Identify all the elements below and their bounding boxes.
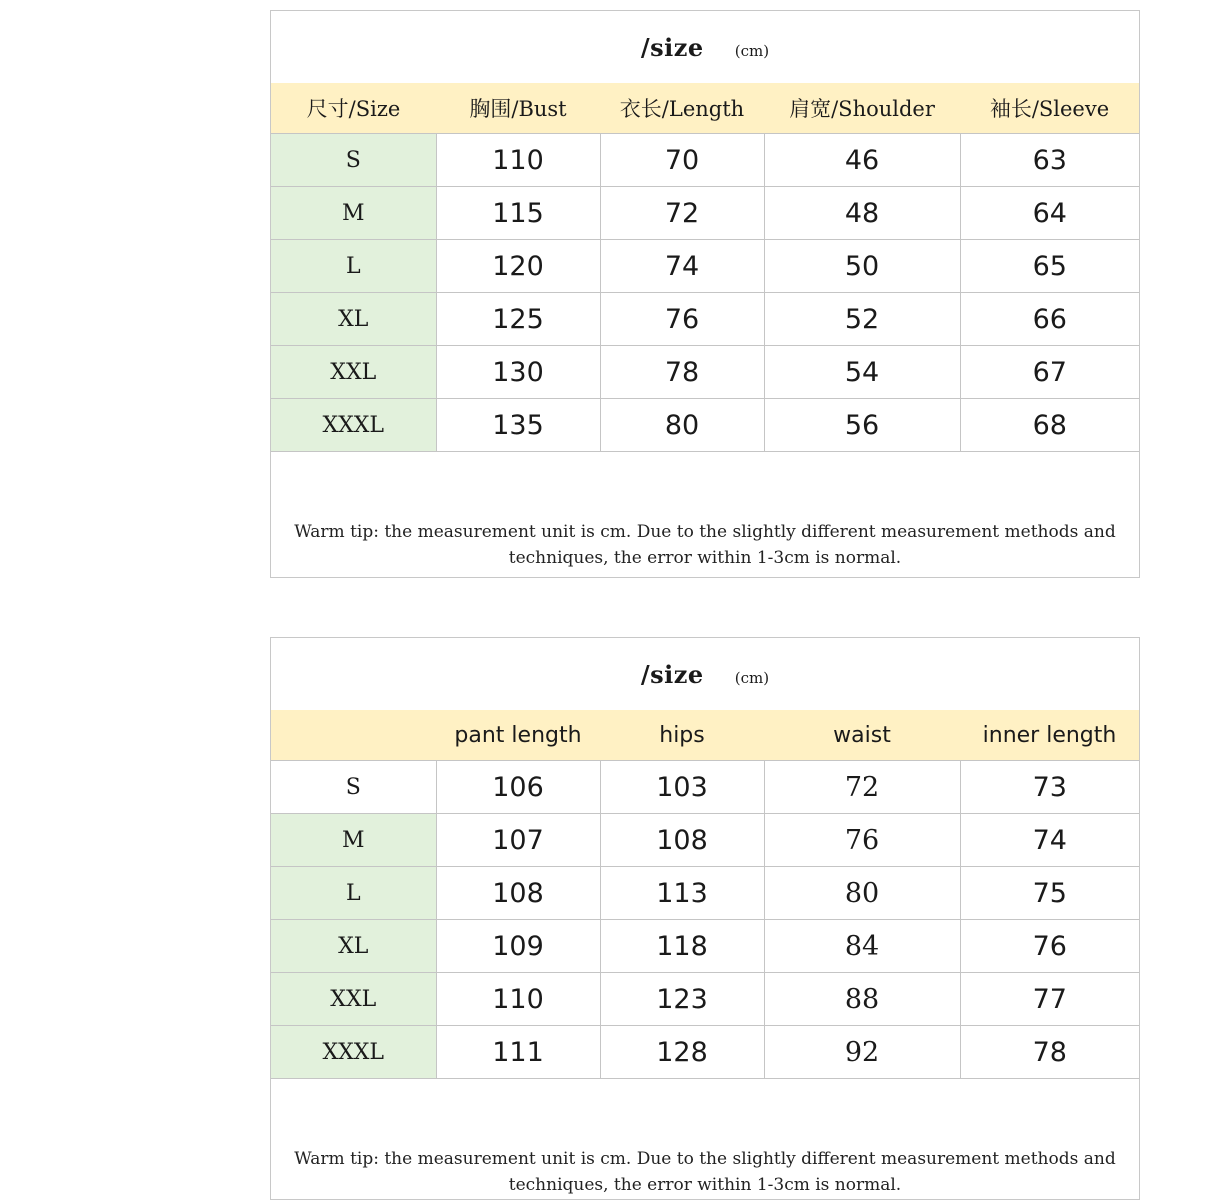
inner-length-value: 76 [960, 920, 1139, 973]
header-waist: waist [764, 710, 960, 761]
shoulder-value: 52 [764, 293, 960, 346]
table-row [271, 399, 1139, 452]
pant-length-value: 110 [436, 973, 600, 1026]
tip-line-1: Warm tip: the measurement unit is cm. Due to the slightly different measurement methods and [294, 522, 1116, 542]
hips-value: 103 [600, 761, 764, 814]
pant-length-value: 107 [436, 814, 600, 867]
measurement-tip [271, 1146, 1139, 1198]
header-sleeve: 袖长/Sleeve [960, 83, 1139, 134]
bust-value: 135 [436, 399, 600, 452]
bust-value: 120 [436, 240, 600, 293]
pant-length-value: 109 [436, 920, 600, 973]
hips-value: 113 [600, 867, 764, 920]
bottom-measurement-table [271, 710, 1139, 1079]
bottom-title-text: /size [640, 660, 704, 689]
table-row [271, 973, 1139, 1026]
length-value: 74 [600, 240, 764, 293]
sleeve-value: 64 [960, 187, 1139, 240]
size-label: L [271, 240, 436, 293]
hips-value: 128 [600, 1026, 764, 1079]
length-value: 70 [600, 134, 764, 187]
header-pant-length: pant length [436, 710, 600, 761]
table-row [271, 293, 1139, 346]
top-title-text: /size [640, 33, 704, 62]
waist-value: 72 [764, 761, 960, 814]
inner-length-value: 74 [960, 814, 1139, 867]
table-row [271, 1026, 1139, 1079]
hips-value: 123 [600, 973, 764, 1026]
inner-length-value: 73 [960, 761, 1139, 814]
top-size-chart [270, 10, 1140, 578]
table-row [271, 867, 1139, 920]
inner-length-value: 78 [960, 1026, 1139, 1079]
bust-value: 130 [436, 346, 600, 399]
waist-value: 76 [764, 814, 960, 867]
top-title-unit: (cm) [734, 42, 770, 60]
table-row [271, 187, 1139, 240]
table-row [271, 920, 1139, 973]
tip-line-2: techniques, the error within 1-3cm is normal. [508, 1175, 902, 1195]
top-chart-title [271, 33, 1139, 62]
inner-length-value: 75 [960, 867, 1139, 920]
header-inner-length: inner length [960, 710, 1139, 761]
size-label: L [271, 867, 436, 920]
waist-value: 80 [764, 867, 960, 920]
waist-value: 84 [764, 920, 960, 973]
length-value: 76 [600, 293, 764, 346]
measurement-tip [271, 519, 1139, 571]
pant-length-value: 111 [436, 1026, 600, 1079]
sleeve-value: 63 [960, 134, 1139, 187]
top-measurement-table [271, 83, 1139, 452]
header-length: 衣长/Length [600, 83, 764, 134]
hips-value: 108 [600, 814, 764, 867]
bust-value: 125 [436, 293, 600, 346]
bottom-title-unit: (cm) [734, 669, 770, 687]
shoulder-value: 48 [764, 187, 960, 240]
size-label: S [271, 134, 436, 187]
bottom-size-chart [270, 637, 1140, 1200]
size-label: XXL [271, 973, 436, 1026]
header-shoulder: 肩宽/Shoulder [764, 83, 960, 134]
size-label: M [271, 187, 436, 240]
length-value: 80 [600, 399, 764, 452]
bust-value: 110 [436, 134, 600, 187]
table-row [271, 240, 1139, 293]
shoulder-value: 56 [764, 399, 960, 452]
hips-value: 118 [600, 920, 764, 973]
table-row [271, 134, 1139, 187]
shoulder-value: 50 [764, 240, 960, 293]
table-row [271, 761, 1139, 814]
length-value: 72 [600, 187, 764, 240]
tip-line-1: Warm tip: the measurement unit is cm. Due to the slightly different measurement methods and [294, 1149, 1116, 1169]
table-row [271, 346, 1139, 399]
size-label: XL [271, 293, 436, 346]
table-row [271, 814, 1139, 867]
size-label: XL [271, 920, 436, 973]
top-header-row [271, 83, 1139, 134]
header-size-empty [271, 710, 436, 761]
pant-length-value: 108 [436, 867, 600, 920]
sleeve-value: 68 [960, 399, 1139, 452]
size-label: XXL [271, 346, 436, 399]
waist-value: 88 [764, 973, 960, 1026]
tip-line-2: techniques, the error within 1-3cm is normal. [508, 548, 902, 568]
shoulder-value: 54 [764, 346, 960, 399]
bottom-chart-title [271, 660, 1139, 689]
sleeve-value: 65 [960, 240, 1139, 293]
bust-value: 115 [436, 187, 600, 240]
size-label: XXXL [271, 399, 436, 452]
sleeve-value: 66 [960, 293, 1139, 346]
header-size: 尺寸/Size [271, 83, 436, 134]
header-bust: 胸围/Bust [436, 83, 600, 134]
size-label: S [271, 761, 436, 814]
shoulder-value: 46 [764, 134, 960, 187]
inner-length-value: 77 [960, 973, 1139, 1026]
size-label: M [271, 814, 436, 867]
pant-length-value: 106 [436, 761, 600, 814]
length-value: 78 [600, 346, 764, 399]
waist-value: 92 [764, 1026, 960, 1079]
size-label: XXXL [271, 1026, 436, 1079]
bottom-header-row [271, 710, 1139, 761]
sleeve-value: 67 [960, 346, 1139, 399]
header-hips: hips [600, 710, 764, 761]
